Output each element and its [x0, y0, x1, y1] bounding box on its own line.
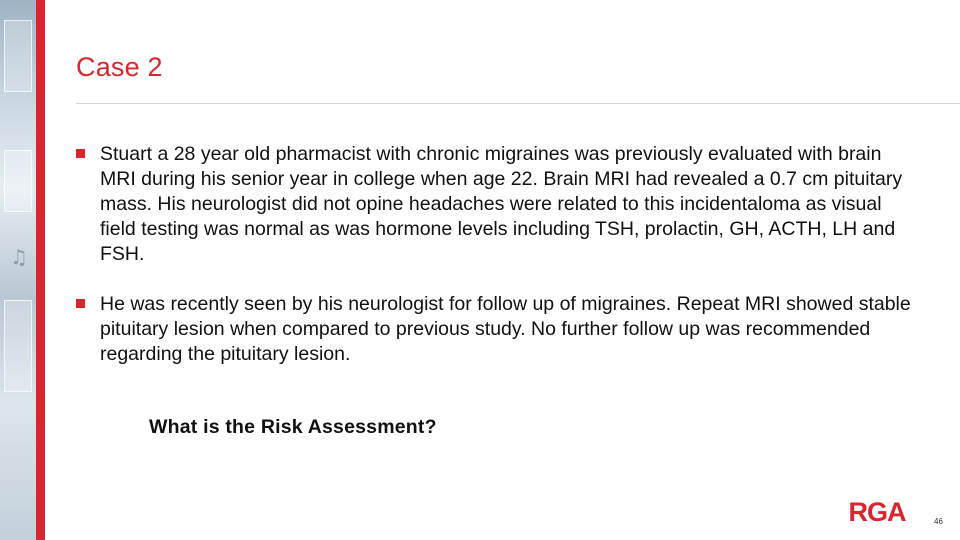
square-bullet-icon: [76, 299, 85, 308]
logo-text: RGA: [848, 497, 906, 526]
question-text: What is the Risk Assessment?: [149, 416, 437, 438]
accent-bar: [36, 0, 45, 540]
bullet-text: He was recently seen by his neurologist for follow up of migraines. Repeat MRI showed stable pituitary lesion when compared to previous study. No further follow up was recommended regarding the pituitary lesion.: [100, 293, 911, 365]
slide-title: Case 2: [76, 52, 163, 82]
decorative-panel: [4, 300, 32, 392]
rga-logo: [842, 496, 912, 526]
bullet-item: [76, 142, 916, 267]
square-bullet-icon: [76, 149, 85, 158]
page-number: 46: [934, 517, 943, 526]
decorative-panel: [4, 150, 32, 212]
bullet-text: Stuart a 28 year old pharmacist with chronic migraines was previously evaluated with brain MRI during his senior year in college when age 22. Brain MRI had revealed a 0.7 cm pituitary mass. His neurologist did not opine headaches were related to this incidentaloma as visual field testing was normal as was hormone levels including TSH, prolactin, GH, ACTH, LH and FSH.: [100, 143, 903, 265]
title-divider: [76, 103, 960, 104]
bullet-item: [76, 292, 916, 367]
bullet-list: [76, 142, 916, 367]
music-note-icon: ♫: [10, 245, 28, 269]
decorative-side-image: [0, 0, 36, 540]
decorative-panel: [4, 20, 32, 92]
